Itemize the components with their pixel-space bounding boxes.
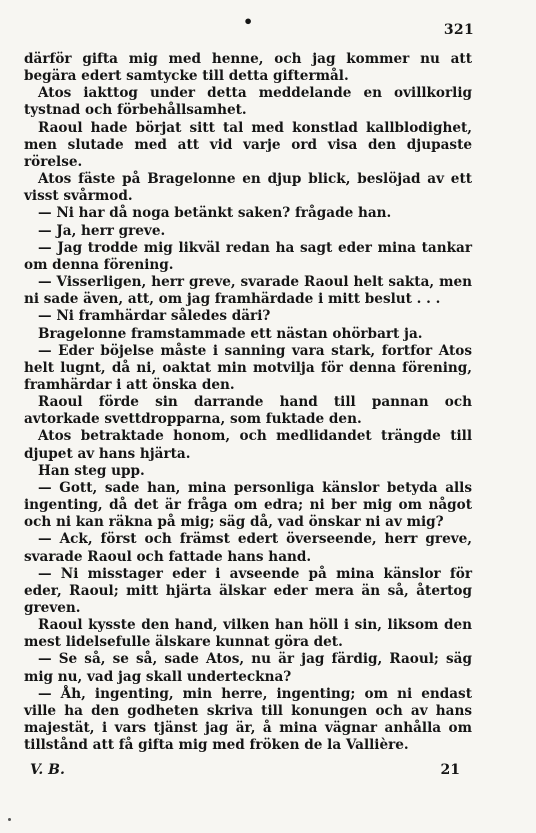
paragraph: — Åh, ingenting, min herre, ingenting; om ni endast ville ha den godheten skriva till konungen och av hans majestät, i vars tjänst jag är, å mina vägnar anhålla om tillstånd att få gifta mig med fröken de la Vallière. (24, 685, 472, 754)
body-text (24, 51, 472, 754)
paragraph: — Ja, herr greve. (38, 222, 166, 239)
paragraph: Atos iakttog under detta meddelande en ovillkorlig tystnad och förbehållsamhet. (24, 85, 472, 119)
paragraph: Han steg upp. (38, 462, 145, 479)
paragraph: — Ni framhärdar således däri? (38, 308, 271, 325)
paragraph: — Gott, sade han, mina personliga känslor betyda alls ingenting, då det är fråga om edra; ni ber mig om något och ni kan räkna på mig; säg då, vad önskar ni av mig? (24, 479, 472, 531)
paragraph: — Ni har då noga betänkt saken? frågade han. (38, 205, 392, 222)
sheet-number: 21 (440, 762, 460, 778)
paragraph: Raoul förde sin darrande hand till pannan och avtorkade svettdropparna, som fuktade den. (24, 394, 472, 428)
paragraph: Raoul kysste den hand, vilken han höll i sin, liksom den mest lidelsefulle älskare kunnat göra det. (24, 617, 472, 651)
signature-mark: V. B. (30, 762, 65, 778)
print-mark: • (243, 12, 254, 31)
paragraph: — Eder böjelse måste i sanning vara stark, fortfor Atos helt lugnt, då ni, oaktat min motvilja för denna förening, framhärdar i att önska den. (24, 342, 472, 393)
paragraph: — Jag trodde mig likväl redan ha sagt eder mina tankar om denna förening. (24, 239, 472, 273)
paragraph: Atos fäste på Bragelonne en djup blick, beslöjad av ett visst svårmod. (24, 171, 472, 205)
print-speck (8, 818, 11, 821)
paragraph: — Ack, först och främst edert överseende, herr greve, svarade Raoul och fattade hans hand. (24, 531, 472, 565)
paragraph: — Ni misstager eder i avseende på mina känslor för eder, Raoul; mitt hjärta älskar eder mera än så, återtog greven. (24, 565, 472, 616)
paragraph: därför gifta mig med henne, och jag kommer nu att begära edert samtycke till detta giftermål. (24, 51, 472, 85)
page-number: 321 (443, 22, 474, 38)
paragraph: — Se så, se så, sade Atos, nu är jag färdig, Raoul; säg mig nu, vad jag skall underteckna? (24, 651, 472, 685)
paragraph: Bragelonne framstammade ett nästan ohörbart ja. (38, 325, 423, 342)
paragraph: — Visserligen, herr greve, svarade Raoul helt sakta, men ni sade även, att, om jag framhärdade i mitt beslut . . . (24, 274, 472, 308)
paragraph: Raoul hade börjat sitt tal med konstlad kallblodighet, men slutade med att vid varje ord visa den djupaste rörelse. (24, 119, 472, 170)
paragraph: Atos betraktade honom, och medlidandet trängde till djupet av hans hjärta. (24, 428, 472, 462)
